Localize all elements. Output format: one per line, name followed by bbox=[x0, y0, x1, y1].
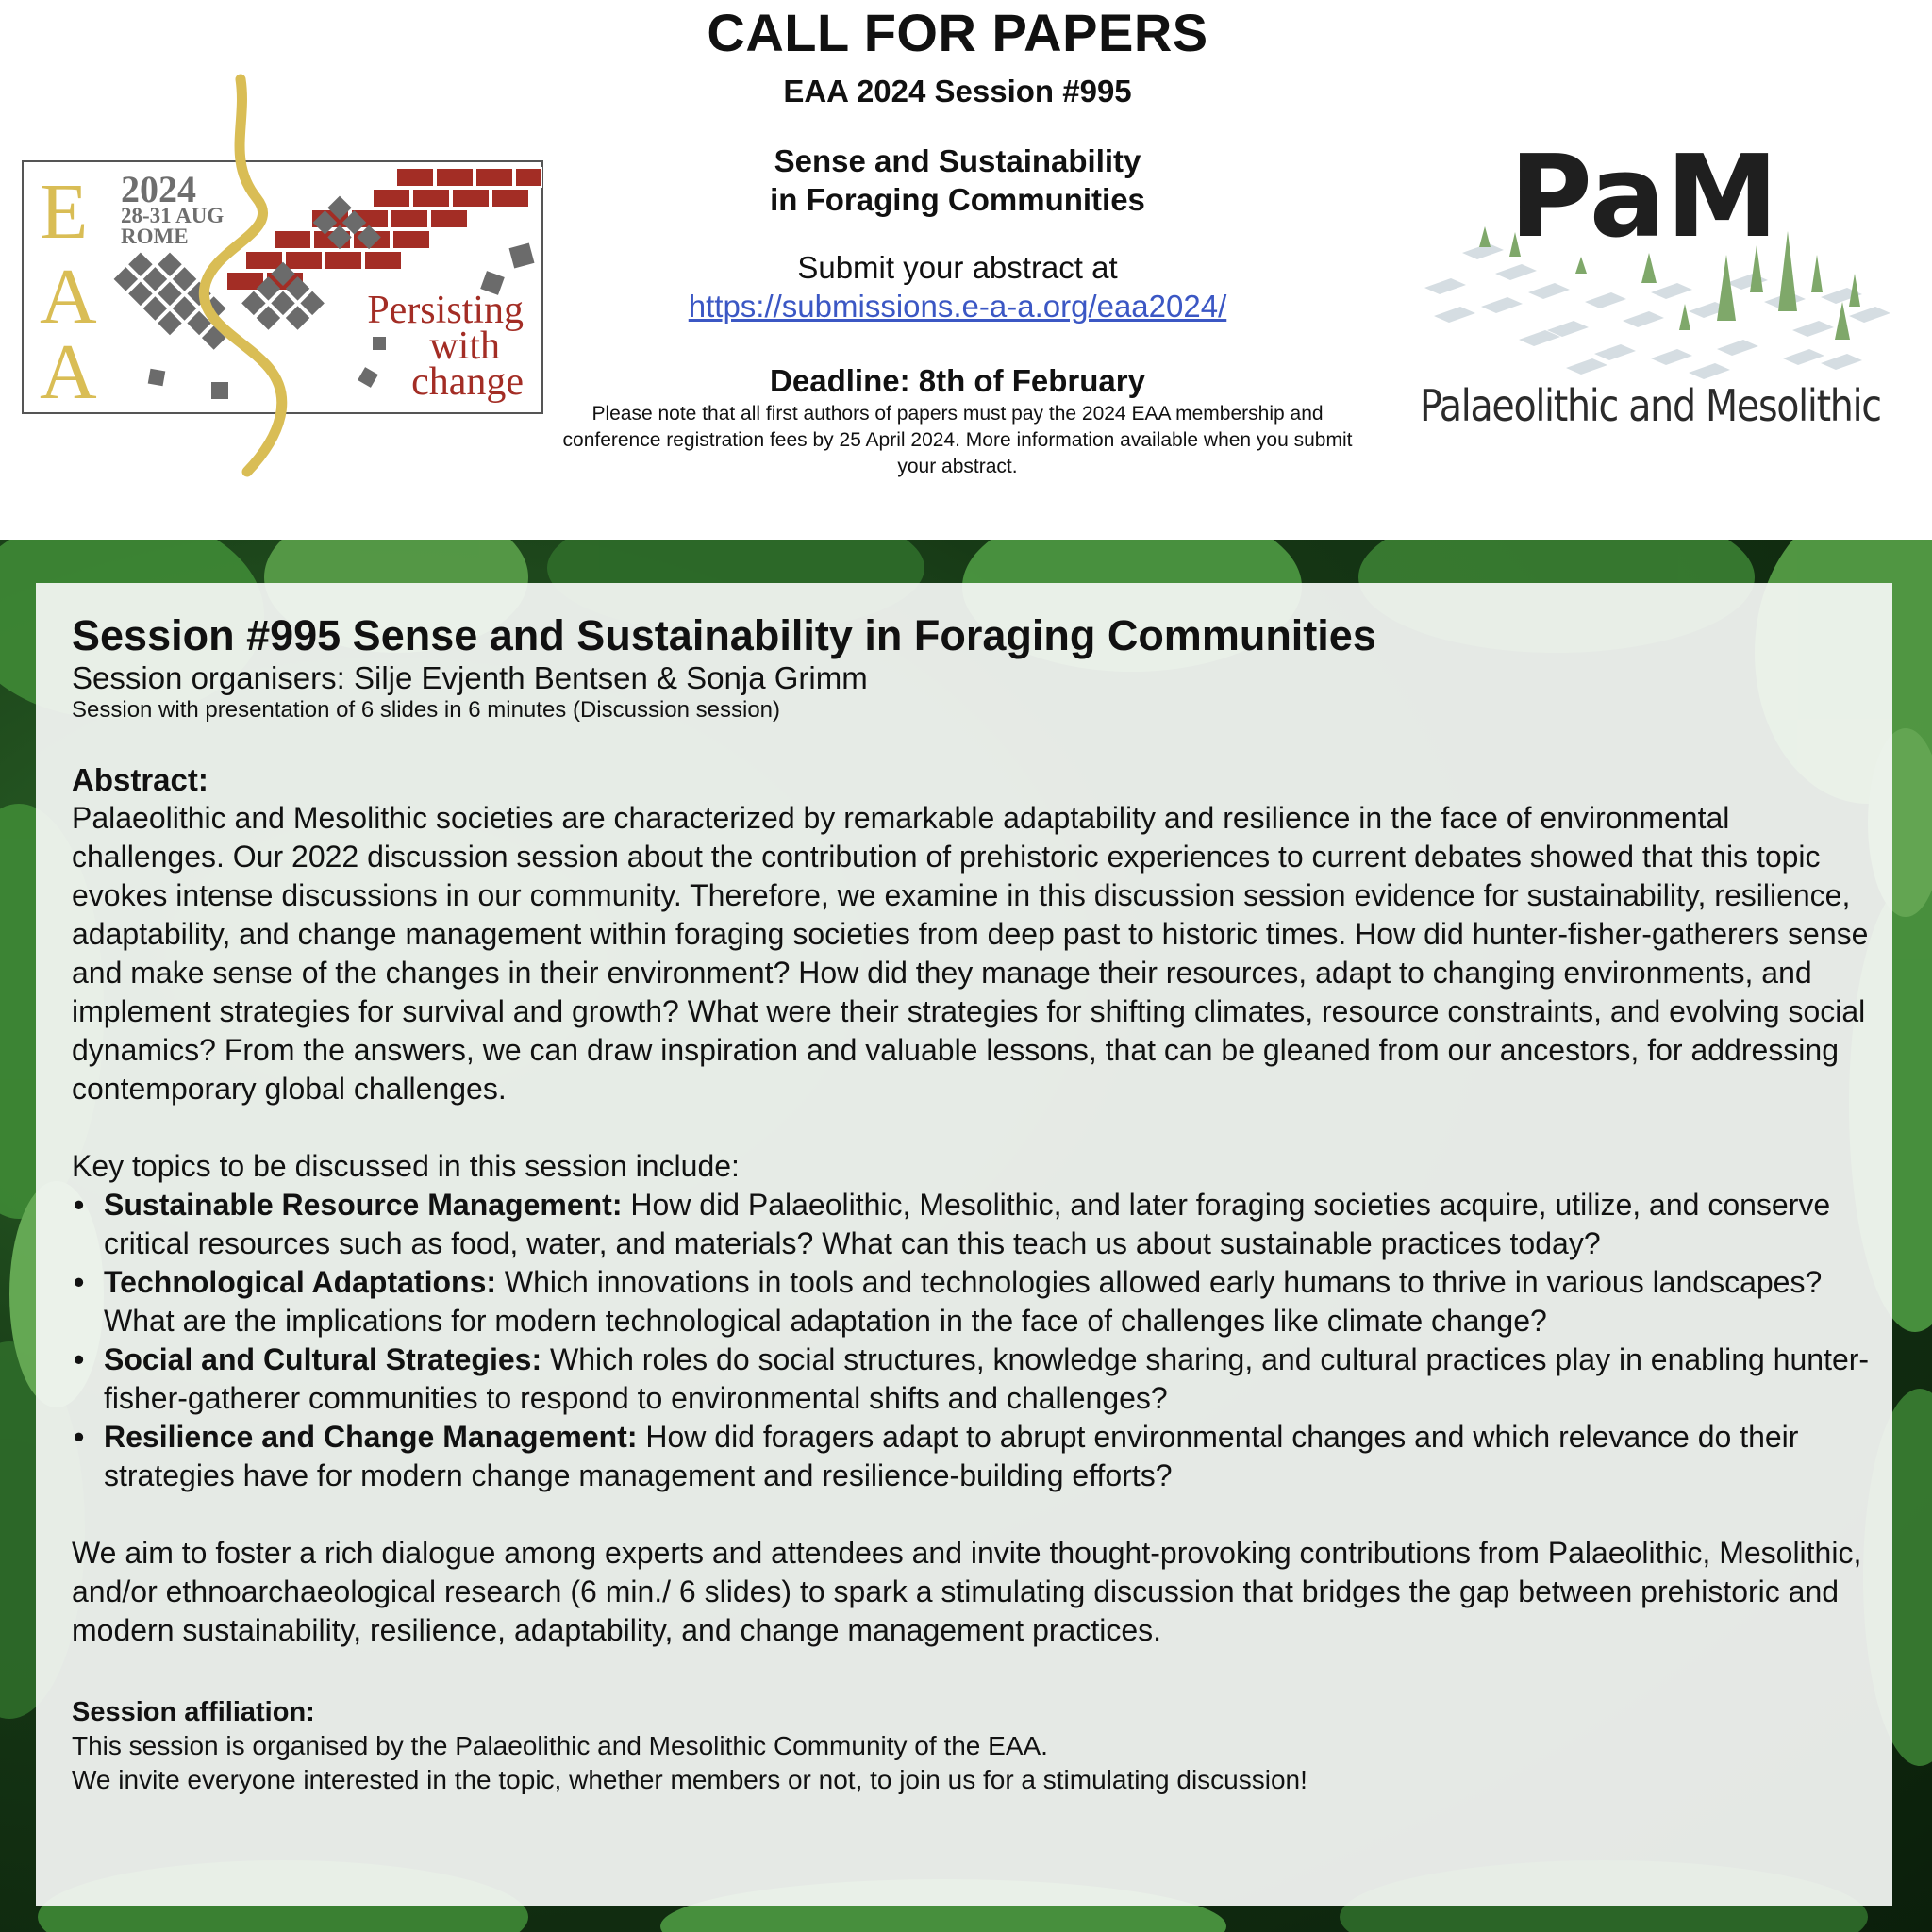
affiliation-label: Session affiliation: bbox=[72, 1697, 315, 1727]
eaa-letter-e: E bbox=[40, 168, 89, 256]
session-name-line1: Sense and Sustainability bbox=[774, 143, 1141, 178]
topic-item bbox=[72, 1341, 1883, 1418]
session-name bbox=[528, 142, 1387, 219]
topic-heading: Resilience and Change Management: bbox=[104, 1420, 638, 1454]
topic-text: Which roles do social structures, knowledge sharing, and cultural practices play in enabling hunter-fisher-gatherer communities to respond to environmental shifts and challenges? bbox=[104, 1342, 1870, 1415]
topic-heading: Social and Cultural Strategies: bbox=[104, 1342, 542, 1376]
eaa-slogan-line1: Persisting bbox=[367, 289, 524, 332]
eaa-2024-logo bbox=[0, 66, 566, 491]
eaa-letter-a1: A bbox=[40, 253, 97, 341]
affiliation-line-2: We invite everyone interested in the topic, whether members or not, to join us for a stimulating discussion! bbox=[72, 1765, 1307, 1794]
key-topics-intro: Key topics to be discussed in this session include: bbox=[72, 1149, 740, 1183]
session-number: EAA 2024 Session #995 bbox=[783, 74, 1132, 108]
eaa-letter-a2: A bbox=[40, 328, 97, 416]
submit-text: Submit your abstract at bbox=[797, 250, 1118, 285]
session-format: Session with presentation of 6 slides in 6 minutes (Discussion session) bbox=[72, 697, 781, 723]
closing-paragraph: We aim to foster a rich dialogue among experts and attendees and invite thought-provoking contributions from Palaeolithic, Mesolithic, and/or ethnoarchaeological research (6 min./ 6 slides) to spark a stimulating discussion that bridges the gap between prehistoric and modern sustainability, resilience, adaptability, and change management practices. bbox=[72, 1536, 1862, 1647]
topic-heading: Technological Adaptations: bbox=[104, 1265, 497, 1299]
topic-item bbox=[72, 1263, 1883, 1341]
abstract-label: Abstract: bbox=[72, 762, 208, 797]
submission-link[interactable]: https://submissions.e-a-a.org/eaa2024/ bbox=[688, 289, 1227, 324]
key-topics-list bbox=[72, 1186, 1883, 1495]
session-title: Session #995 Sense and Sustainability in Foraging Communities bbox=[72, 611, 1376, 659]
submit-block bbox=[528, 248, 1387, 325]
affiliation-line-1: This session is organised by the Palaeolithic and Mesolithic Community of the EAA. bbox=[72, 1731, 1048, 1760]
eaa-year: 2024 bbox=[121, 168, 196, 210]
eaa-dates: 28-31 AUG bbox=[121, 204, 225, 227]
session-panel bbox=[36, 583, 1892, 1906]
topic-text: How did Palaeolithic, Mesolithic, and later foraging societies acquire, utilize, and conserve critical resources such as food, water, and materials? What can this teach us about sustainable practices today? bbox=[104, 1188, 1831, 1260]
topic-heading: Sustainable Resource Management: bbox=[104, 1188, 623, 1222]
call-for-papers-title: CALL FOR PAPERS bbox=[707, 3, 1208, 62]
session-panel-content bbox=[72, 611, 1883, 1797]
eaa-slogan-line3: change bbox=[411, 360, 524, 404]
eaa-slogan-line2: with bbox=[429, 325, 500, 368]
topic-text: How did foragers adapt to abrupt environmental changes and which relevance do their strategies have for modern change management and resilience-building efforts? bbox=[104, 1420, 1799, 1492]
pam-caption: Palaeolithic and Mesolithic bbox=[1420, 380, 1881, 431]
session-organisers: Session organisers: Silje Evjenth Bentsen & Sonja Grimm bbox=[72, 660, 868, 695]
deadline: Deadline: 8th of February bbox=[770, 363, 1145, 398]
pam-mark: PaM bbox=[1509, 142, 1779, 263]
abstract-text: Palaeolithic and Mesolithic societies are characterized by remarkable adaptability and resilience in the face of environmental challenges. Our 2022 discussion session about the contribution of prehistoric experiences to current debates showed that this topic evokes intense discussions in our community. Therefore, we examine in this discussion session evidence for sustainability, resilience, adaptability, and change management within foraging societies from deep past to historic times. How did hunter-fisher-gatherers sense and make sense of the changes in their environment? How did they manage their resources, adapt to changing environments, and implement strategies for survival and growth? What were their strategies for shifting climates, resource constraints, and evolving social dynamics? From the answers, we can draw inspiration and valuable lessons, that can be gleaned from our ancestors, for addressing contemporary global challenges. bbox=[72, 801, 1869, 1106]
fee-note: Please note that all first authors of papers must pay the 2024 EAA membership and conference registration fees by 25 April 2024. More information available when you submit your abstract. bbox=[562, 403, 1353, 477]
topic-item bbox=[72, 1186, 1883, 1263]
topic-text: Which innovations in tools and technologies allowed early humans to thrive in various landscapes? What are the implications for modern technological adaptation in the face of challenges like climate change? bbox=[104, 1265, 1823, 1338]
topic-item bbox=[72, 1418, 1883, 1495]
session-name-line2: in Foraging Communities bbox=[770, 182, 1145, 217]
header bbox=[0, 0, 1932, 540]
eaa-city: ROME bbox=[121, 225, 189, 248]
